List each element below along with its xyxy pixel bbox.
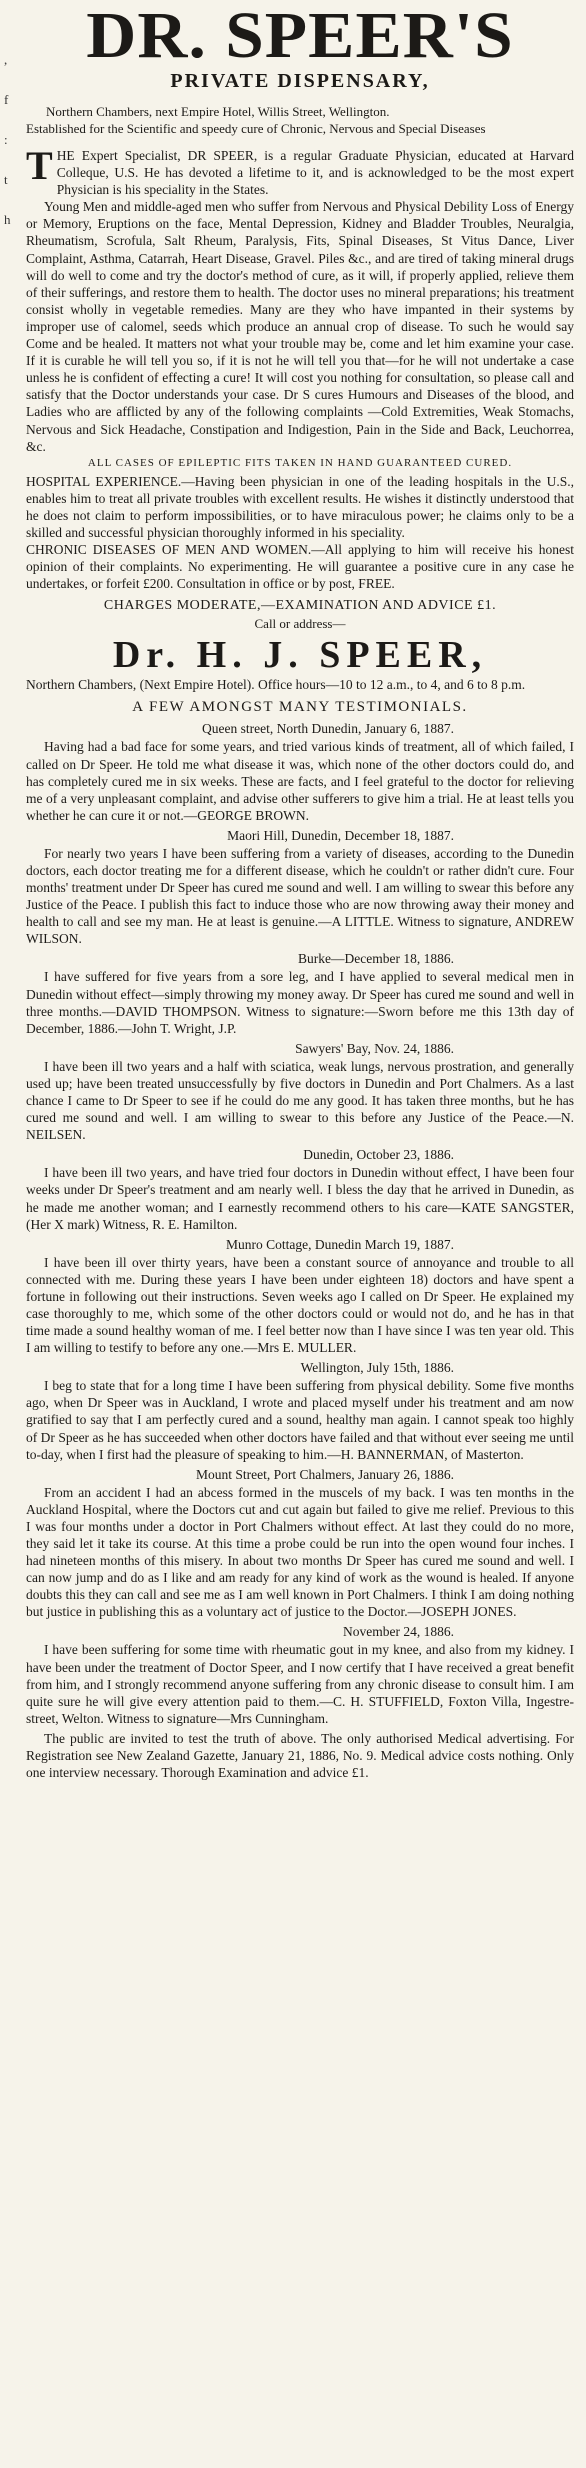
testimonial-body: I beg to state that for a long time I have been suffering from physical debility. Some five months ago, when Dr Speer was in Auckland, I wrote and placed myself under his treatment and am now gratified to say that I am perfectly cured and a sound, healthy man again. I cannot speak too highly of Dr Speer as he has succeeded when other doctors have failed and that without ever seeing me until to-day, when I first had the pleasure of speaking to him.—H. BANNERMAN, of Masterton. — [26, 1378, 574, 1462]
established-line: Established for the Scientific and speedy cure of Chronic, Nervous and Special Diseases — [26, 121, 486, 136]
testimonials-list — [26, 720, 574, 1727]
testimonial-dateline: Maori Hill, Dunedin, December 18, 1887. — [227, 827, 454, 843]
testimonial — [26, 1236, 574, 1357]
testimonial-dateline: November 24, 1886. — [343, 1624, 454, 1640]
testimonial-dateline: Munro Cottage, Dunedin March 19, 1887. — [226, 1236, 454, 1252]
testimonial — [26, 1466, 574, 1621]
testimonial-body: I have been ill over thirty years, have been a constant source of annoyance and trouble to all connected with me. During these years I have been under eighteen 18) doctors and have spent a fortune in following out their instructions. Seven weeks ago I called on Dr Speer. He explained my case thoroughly to me, which some of the other doctors could or would not do, and he has in that time made a sound healthy woman of me. I feel better now than I have since I was ten year old. This I am willing to testify to before any one.—Mrs E. MULLER. — [26, 1254, 574, 1356]
testimonial — [26, 720, 574, 823]
intro-section — [26, 143, 574, 455]
testimonial — [26, 1146, 574, 1232]
intro-paragraph-1: HE Expert Specialist, DR SPEER, is a regular Graduate Physician, educated at Harvard Colleque, U.S. He has devoted a lifetime to it, and is acknowledged to be the most expert Physician is his speciality in the States. — [56, 148, 574, 198]
page-title: DR. SPEER'S — [86, 0, 514, 72]
epileptic-notice: ALL CASES OF EPILEPTIC FITS TAKEN IN HAND GUARANTEED CURED. — [87, 456, 513, 469]
charges-line: CHARGES MODERATE,—EXAMINATION AND ADVICE £1. — [103, 598, 497, 614]
testimonial-dateline: Queen street, North Dunedin, January 6, 1887. — [202, 721, 454, 737]
testimonial-dateline: Wellington, July 15th, 1886. — [300, 1360, 454, 1376]
testimonial-body: I have been ill two years and a half with sciatica, weak lungs, nervous prostration, and generally used up; have been treated unsuccessfully by five doctors in Dunedin and Port Chalmers. As a last chance I came to Dr Speer to see if he could do me any good. It has taken three months, but he has cured me sound and well. I am willing to swear to this before any Justice of the Peace.—N. NEILSEN. — [26, 1058, 574, 1143]
address-line: Northern Chambers, next Empire Hotel, Willis Street, Wellington. — [46, 104, 390, 119]
testimonial — [26, 827, 574, 948]
testimonial-dateline: Burke—December 18, 1886. — [298, 951, 454, 967]
testimonial-body: I have been ill two years, and have tried four doctors in Dunedin without effect, I have been four weeks under Dr Speer's treatment and am nearly well. I bless the day that he arrived in Dunedin, as he made me another woman; and I earnestly recommend others to his care—KATE SANGSTER, (Her X mark) Witness, R. E. Hamilton. — [26, 1165, 574, 1232]
footer-notice: The public are invited to test the truth of above. The only authorised Medical advertising. For Registration see New Zealand Gazette, January 21, 1886, No. 9. Medical advice costs nothing. Only one interview necessary. Thorough Examination and advice £1. — [26, 1730, 574, 1781]
testimonial-body: I have been suffering for some time with rheumatic gout in my knee, and also from my kidney. I have been under the treatment of Doctor Speer, and I now certify that I have received a great benefit from him, and I strongly recommend anyone suffering from any chronic disease to consult him. I am quite sure he will give every attention paid to them.—C. H. STUFFIELD, Foxton Villa, Ingestre-street, Welton. Witness to signature—Mrs Cunningham. — [26, 1642, 574, 1726]
testimonial-dateline: Mount Street, Port Chalmers, January 26, 1886. — [196, 1466, 454, 1482]
testimonial — [26, 1623, 574, 1726]
testimonial-body: From an accident I had an abcess formed in the muscels of my back. I was ten months in the Auckland Hospital, where the Doctors cut and cut again but failed to give me relief. Previous to this I was four months under a doctor in Port Chalmers without effect. At last they could do no more, they said let it take its course. At this time a probe could be run into the open wound four inches. I had nineteen months of this misery. In about two months Dr Speer has cured me sound and well. I can now jump and do as I like and am ready for any kind of work as the wound is healed. If anyone doubts this they can call and see me as I am well known in Port Chalmers. I think I am doing nothing but justice in publishing this as a voluntary act of justice to the Doctor.—JOSEPH JONES. — [26, 1484, 574, 1620]
call-line: Call or address— — [254, 616, 346, 632]
testimonial-body: I have suffered for five years from a sore leg, and I have applied to several medical men in Dunedin without effect—simply throwing my money away. Dr Speer has cured me sound and well in three months.—DAVID THOMPSON. Witness to signature:—Sworn before me this 13th day of December, 1886.—John T. Wright, J.P. — [26, 969, 574, 1036]
subtitle: PRIVATE DISPENSARY, — [170, 70, 430, 92]
testimonials-banner: A FEW AMONGST MANY TESTIMONIALS. — [132, 699, 468, 716]
testimonial-dateline: Sawyers' Bay, Nov. 24, 1886. — [295, 1040, 454, 1056]
testimonial — [26, 1359, 574, 1462]
hospital-paragraph: HOSPITAL EXPERIENCE.—Having been physician in one of the leading hospitals in the U.S., enables him to treat all private troubles with excellent results. He wishes it distinctly understood that he does not claim to perform impossibilities, or to have miraculous power; he claims only to be a skilled and successful physician thoroughly informed in his speciality. — [26, 473, 574, 540]
chronic-paragraph: CHRONIC DISEASES OF MEN AND WOMEN.—All applying to him will receive his honest opinion of their complaints. No experimenting. He will guarantee a positive cure in any case he undertakes, or forfeit £200. Consultation in office or by post, FREE. — [26, 542, 574, 592]
left-margin-marks: , f : t h — [4, 52, 11, 227]
testimonial-body: For nearly two years I have been suffering from a variety of diseases, according to the Dunedin doctors, each doctor treating me for a different disease, which he couldn't or rather didn't cure. Four months' treatment under Dr Speer has cured me sound and well. I am willing to swear this before any Justice of the Peace. I publish this fact to induce those who are now throwing away their money and health to call and see my man. He at least is genuine.—A LITTLE. Witness to signature, ANDREW WILSON. — [26, 845, 574, 947]
testimonial-dateline: Dunedin, October 23, 1886. — [303, 1147, 454, 1163]
testimonial — [26, 950, 574, 1036]
testimonial-body: Having had a bad face for some years, and tried various kinds of treatment, all of which failed, I called on Dr Speer. He told me what disease it was, which none of the other doctors could do, and has completely cured me in six weeks. These are facts, and I feel grateful to the doctor for relieving me of a very unpleasant complaint, and advise other sufferers to give him a trial. He at least tells you whether he can cure it or not.—GEORGE BROWN. — [26, 739, 574, 823]
doctor-name: Dr. H. J. SPEER, — [112, 634, 488, 677]
testimonial — [26, 1040, 574, 1143]
office-hours: Northern Chambers, (Next Empire Hotel). Office hours—10 to 12 a.m., to 4, and 6 to 8 p.m. — [26, 677, 526, 693]
drop-cap: T — [26, 143, 53, 188]
intro-paragraph-2: Young Men and middle-aged men who suffer from Nervous and Physical Debility Loss of Energy or Memory, Eruptions on the face, Mental Depression, Kidney and Bladder Troubles, Neuralgia, Rheumatism, Scrofula, Salt Rheum, Paralysis, Fits, Spinal Diseases, St Vitus Dance, Liver Complaint, Asthma, Catarrah, Heart Disease, Gravel. Piles &c., and are tired of taking mineral drugs will do well to come and try the doctor's method of cure, as it will, if properly applied, relieve them of their sufferings, and restore them to health. The doctor uses no mineral preparations; his treatment consist wholly in vegetable remedies. Many are they who have impanted in their systems by improper use of calomel, seeds which produce an annual crop of disease. To such he would say Come and be healed. It matters not what your trouble may be, come and let him examine your case. If it is curable he will tell you so, if it is not he will tell you that—for he will not undertake a case unless he is confident of effecting a cure! It will cost you nothing for consultation, so please call and satisfy that the Doctor understands your case. Dr S cures Humours and Diseases of the blood, and Ladies who are afflicted by any of the following complaints —Cold Extremities, Weak Stomachs, Nervous and Sick Headache, Constipation and Indigestion, Pain in the Side and Back, Leuchorrea, &c. — [26, 199, 574, 454]
